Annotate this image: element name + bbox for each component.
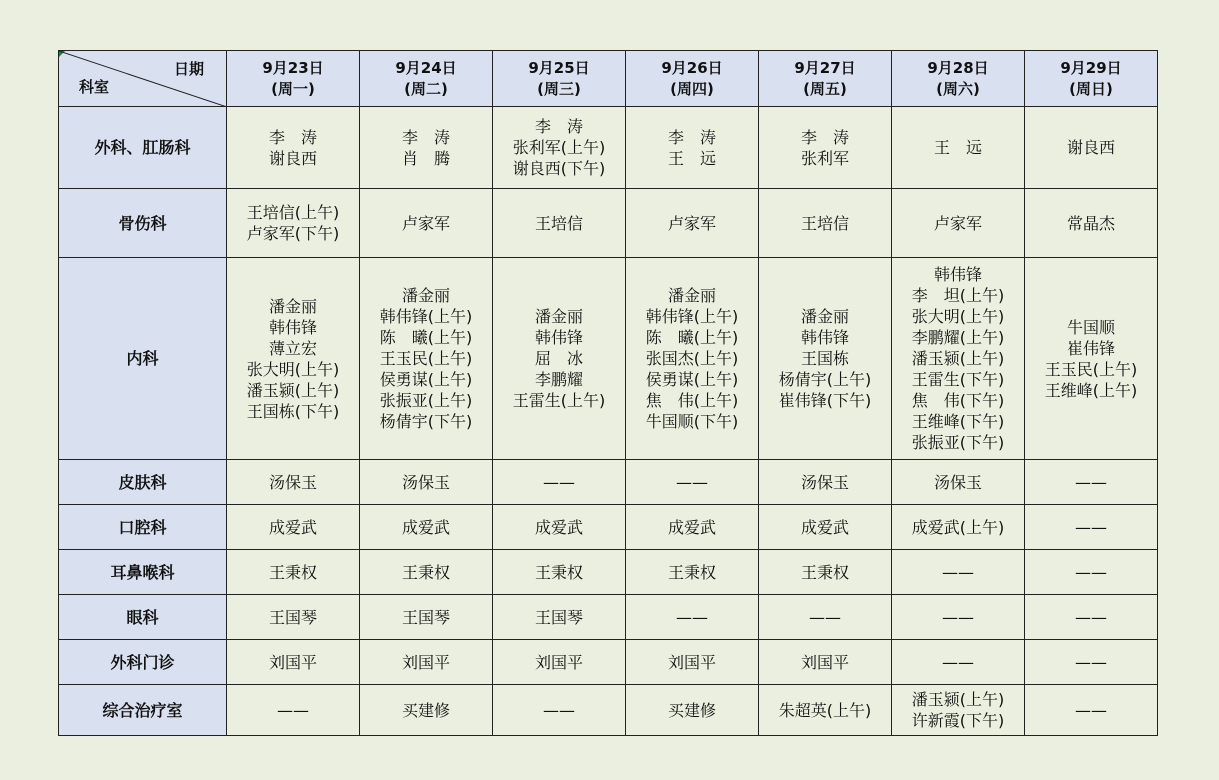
duty-cell xyxy=(759,258,892,460)
day-header-cell xyxy=(227,51,360,107)
day-weekday: (周四) xyxy=(670,79,714,98)
duty-cell xyxy=(892,550,1025,595)
doctor-name: 汤保玉 xyxy=(268,472,317,492)
duty-cell xyxy=(360,107,493,189)
doctor-name: —— xyxy=(1075,652,1107,672)
doctor-name: 李 涛 xyxy=(268,127,317,147)
duty-cell xyxy=(759,640,892,685)
duty-cell xyxy=(892,460,1025,505)
doctor-name: 李鹏耀(上午) xyxy=(911,328,1005,347)
doctor-name: 焦 伟(下午) xyxy=(911,391,1005,410)
doctor-name: —— xyxy=(942,562,974,582)
doctor-name: 张国杰(上午) xyxy=(645,349,739,368)
doctor-name: 王 远 xyxy=(933,138,982,157)
duty-cell xyxy=(626,550,759,595)
doctor-name: 屈 冰 xyxy=(534,349,583,368)
doctor-name: 牛国顺(下午) xyxy=(645,412,739,431)
doctor-name: 王国栋 xyxy=(800,349,849,368)
doctor-name: 汤保玉 xyxy=(933,472,982,492)
duty-cell xyxy=(759,505,892,550)
doctor-name: 潘金丽 xyxy=(800,307,849,326)
duty-cell xyxy=(1025,107,1158,189)
doctor-name: 王维峰(下午) xyxy=(911,412,1005,431)
department-row xyxy=(59,189,1158,258)
doctor-name: 潘玉颍(上午) xyxy=(911,690,1005,709)
doctor-name: 成爱武 xyxy=(401,517,450,537)
doctor-name: 潘金丽 xyxy=(667,286,716,305)
duty-cell xyxy=(360,685,493,736)
doctor-name: 侯勇谋(上午) xyxy=(645,370,739,389)
department-name: 综合治疗室 xyxy=(59,685,227,736)
doctor-name: 刘国平 xyxy=(800,652,849,672)
doctor-name: —— xyxy=(1075,472,1107,492)
doctor-name: 薄立宏 xyxy=(268,338,317,358)
doctor-name: 侯勇谋(上午) xyxy=(379,370,473,389)
duty-cell xyxy=(493,258,626,460)
doctor-name: —— xyxy=(809,607,841,627)
doctor-name: 李 涛 xyxy=(800,127,849,147)
doctor-name: 王培信(上午) xyxy=(246,203,340,222)
doctor-name: 王秉权 xyxy=(534,562,583,582)
duty-cell xyxy=(227,258,360,460)
doctor-name: 王玉民(上午) xyxy=(379,349,473,368)
day-weekday: (周三) xyxy=(537,79,581,98)
day-header-cell xyxy=(759,51,892,107)
doctor-name: 王培信 xyxy=(800,213,849,233)
duty-cell xyxy=(892,107,1025,189)
doctor-name: 王国栋(下午) xyxy=(246,401,340,421)
department-row xyxy=(59,460,1158,505)
doctor-name: 王秉权 xyxy=(401,562,450,582)
doctor-name: —— xyxy=(676,472,708,492)
doctor-name: 潘玉颍(上午) xyxy=(911,349,1005,368)
doctor-name: 李鹏耀 xyxy=(534,370,583,389)
duty-cell xyxy=(626,640,759,685)
doctor-name: 王国琴 xyxy=(268,607,317,627)
department-name: 外科、肛肠科 xyxy=(59,107,227,189)
duty-cell xyxy=(360,258,493,460)
doctor-name: 卢家军 xyxy=(667,213,716,233)
doctor-name: —— xyxy=(1075,517,1107,537)
day-date: 9月24日 xyxy=(395,58,457,77)
duty-cell xyxy=(759,550,892,595)
department-row xyxy=(59,685,1158,736)
doctor-name: —— xyxy=(543,700,575,720)
duty-cell xyxy=(1025,460,1158,505)
duty-cell xyxy=(227,685,360,736)
doctor-name: 韩伟锋 xyxy=(933,265,982,284)
doctor-name: —— xyxy=(1075,562,1107,582)
doctor-name: —— xyxy=(676,607,708,627)
duty-cell xyxy=(493,550,626,595)
day-header-cell xyxy=(493,51,626,107)
doctor-name: 卢家军 xyxy=(933,213,982,233)
doctor-name: 成爱武 xyxy=(534,517,583,537)
day-date: 9月29日 xyxy=(1060,58,1122,77)
doctor-name: 肖 腾 xyxy=(401,148,450,168)
day-weekday: (周日) xyxy=(1069,79,1113,98)
doctor-name: 杨倩宇(下午) xyxy=(379,412,473,431)
doctor-name: —— xyxy=(1075,607,1107,627)
department-name: 外科门诊 xyxy=(59,640,227,685)
day-date: 9月26日 xyxy=(661,58,723,77)
duty-cell xyxy=(1025,505,1158,550)
doctor-name: 刘国平 xyxy=(667,652,716,672)
duty-cell xyxy=(227,595,360,640)
department-row xyxy=(59,640,1158,685)
duty-cell xyxy=(626,685,759,736)
doctor-name: 李 涛 xyxy=(401,127,450,147)
doctor-name: 成爱武 xyxy=(268,517,317,537)
duty-cell xyxy=(227,505,360,550)
duty-cell xyxy=(626,595,759,640)
department-row xyxy=(59,595,1158,640)
duty-cell xyxy=(892,685,1025,736)
doctor-name: 张利军 xyxy=(800,148,849,168)
doctor-name: 许新霞(下午) xyxy=(911,711,1005,730)
doctor-name: 卢家军 xyxy=(401,213,450,233)
duty-cell xyxy=(892,505,1025,550)
duty-cell xyxy=(626,107,759,189)
doctor-name: —— xyxy=(1075,700,1107,720)
duty-cell xyxy=(227,460,360,505)
duty-cell xyxy=(626,460,759,505)
duty-cell xyxy=(227,107,360,189)
duty-cell xyxy=(493,189,626,258)
doctor-name: 王国琴 xyxy=(401,607,450,627)
doctor-name: —— xyxy=(277,700,309,720)
duty-cell xyxy=(493,685,626,736)
corner-header-cell xyxy=(59,51,227,107)
doctor-name: 王秉权 xyxy=(667,562,716,582)
doctor-name: —— xyxy=(942,652,974,672)
doctor-name: 刘国平 xyxy=(534,652,583,672)
duty-cell xyxy=(360,640,493,685)
doctor-name: 汤保玉 xyxy=(800,472,849,492)
doctor-name: 王培信 xyxy=(534,213,583,233)
day-date: 9月27日 xyxy=(794,58,856,77)
doctor-name: 崔伟锋 xyxy=(1066,338,1115,358)
day-date: 9月28日 xyxy=(927,58,989,77)
doctor-name: 谢良西(下午) xyxy=(512,159,606,178)
day-weekday: (周一) xyxy=(271,79,315,98)
day-weekday: (周五) xyxy=(803,79,847,98)
doctor-name: 韩伟锋 xyxy=(268,317,317,337)
doctor-name: 潘金丽 xyxy=(534,307,583,326)
duty-cell xyxy=(360,189,493,258)
duty-cell xyxy=(227,640,360,685)
doctor-name: 李 涛 xyxy=(534,117,583,136)
duty-cell xyxy=(759,189,892,258)
duty-cell xyxy=(1025,595,1158,640)
duty-cell xyxy=(360,550,493,595)
department-name: 眼科 xyxy=(59,595,227,640)
department-row xyxy=(59,258,1158,460)
duty-cell xyxy=(1025,685,1158,736)
duty-cell xyxy=(227,550,360,595)
duty-cell xyxy=(227,189,360,258)
duty-cell xyxy=(892,258,1025,460)
department-name: 骨伤科 xyxy=(59,189,227,258)
doctor-name: 张利军(上午) xyxy=(512,138,606,157)
duty-cell xyxy=(626,258,759,460)
duty-cell xyxy=(759,685,892,736)
doctor-name: 李 涛 xyxy=(667,127,716,147)
doctor-name: 汤保玉 xyxy=(401,472,450,492)
duty-cell xyxy=(360,595,493,640)
duty-cell xyxy=(1025,550,1158,595)
doctor-name: 张振亚(上午) xyxy=(379,391,473,410)
duty-cell xyxy=(759,460,892,505)
duty-cell xyxy=(493,595,626,640)
doctor-name: 崔伟锋(下午) xyxy=(778,391,872,410)
duty-cell xyxy=(892,189,1025,258)
duty-cell xyxy=(1025,258,1158,460)
day-header-cell xyxy=(360,51,493,107)
doctor-name: 成爱武 xyxy=(800,517,849,537)
duty-cell xyxy=(493,460,626,505)
department-name: 皮肤科 xyxy=(59,460,227,505)
doctor-name: 王雷生(上午) xyxy=(512,391,606,410)
doctor-name: 谢良西 xyxy=(268,148,317,168)
duty-schedule-table xyxy=(58,50,1158,736)
duty-cell xyxy=(360,460,493,505)
header-row xyxy=(59,51,1158,107)
doctor-name: 王维峰(上午) xyxy=(1044,380,1138,400)
duty-cell xyxy=(1025,640,1158,685)
doctor-name: 张大明(上午) xyxy=(246,359,340,379)
doctor-name: 韩伟锋 xyxy=(800,328,849,347)
doctor-name: 谢良西 xyxy=(1066,138,1115,157)
doctor-name: 潘玉颍(上午) xyxy=(246,380,340,400)
doctor-name: 买建修 xyxy=(401,700,450,720)
date-axis-label: 日期 xyxy=(173,60,204,78)
doctor-name: 韩伟锋(上午) xyxy=(379,307,473,326)
department-row xyxy=(59,107,1158,189)
doctor-name: 成爱武(上午) xyxy=(911,517,1005,537)
duty-cell xyxy=(493,107,626,189)
doctor-name: 李 坦(上午) xyxy=(911,286,1005,305)
duty-cell xyxy=(759,595,892,640)
doctor-name: 王 远 xyxy=(667,148,716,168)
duty-cell xyxy=(493,505,626,550)
doctor-name: 成爱武 xyxy=(667,517,716,537)
department-name: 内科 xyxy=(59,258,227,460)
doctor-name: —— xyxy=(543,472,575,492)
doctor-name: 卢家军(下午) xyxy=(246,224,340,243)
doctor-name: 王秉权 xyxy=(800,562,849,582)
doctor-name: 韩伟锋 xyxy=(534,328,583,347)
doctor-name: 刘国平 xyxy=(401,652,450,672)
duty-cell xyxy=(1025,189,1158,258)
day-header-cell xyxy=(892,51,1025,107)
doctor-name: 张大明(上午) xyxy=(911,307,1005,326)
doctor-name: 买建修 xyxy=(667,700,716,720)
department-axis-label: 科室 xyxy=(79,78,110,96)
duty-cell xyxy=(493,640,626,685)
duty-cell xyxy=(360,505,493,550)
day-date: 9月25日 xyxy=(528,58,590,77)
day-header-cell xyxy=(1025,51,1158,107)
department-name: 耳鼻喉科 xyxy=(59,550,227,595)
duty-cell xyxy=(626,189,759,258)
doctor-name: 刘国平 xyxy=(268,652,317,672)
doctor-name: 韩伟锋(上午) xyxy=(645,307,739,326)
day-weekday: (周六) xyxy=(936,79,980,98)
department-row xyxy=(59,550,1158,595)
duty-cell xyxy=(759,107,892,189)
doctor-name: 杨倩宇(上午) xyxy=(778,370,872,389)
doctor-name: 陈 曦(上午) xyxy=(379,328,473,347)
doctor-name: 陈 曦(上午) xyxy=(645,328,739,347)
duty-cell xyxy=(892,640,1025,685)
department-row xyxy=(59,505,1158,550)
duty-cell xyxy=(892,595,1025,640)
doctor-name: 焦 伟(上午) xyxy=(645,391,739,410)
doctor-name: 王雷生(下午) xyxy=(911,370,1005,389)
doctor-name: 王玉民(上午) xyxy=(1044,359,1138,379)
doctor-name: 牛国顺 xyxy=(1066,317,1115,337)
doctor-name: 潘金丽 xyxy=(268,296,317,316)
doctor-name: 王秉权 xyxy=(268,562,317,582)
duty-cell xyxy=(626,505,759,550)
day-date: 9月23日 xyxy=(262,58,324,77)
doctor-name: 张振亚(下午) xyxy=(911,433,1005,452)
doctor-name: 王国琴 xyxy=(534,607,583,627)
doctor-name: —— xyxy=(942,607,974,627)
doctor-name: 朱超英(上午) xyxy=(778,700,872,720)
day-weekday: (周二) xyxy=(404,79,448,98)
day-header-cell xyxy=(626,51,759,107)
doctor-name: 潘金丽 xyxy=(401,286,450,305)
department-name: 口腔科 xyxy=(59,505,227,550)
doctor-name: 常晶杰 xyxy=(1066,213,1115,233)
